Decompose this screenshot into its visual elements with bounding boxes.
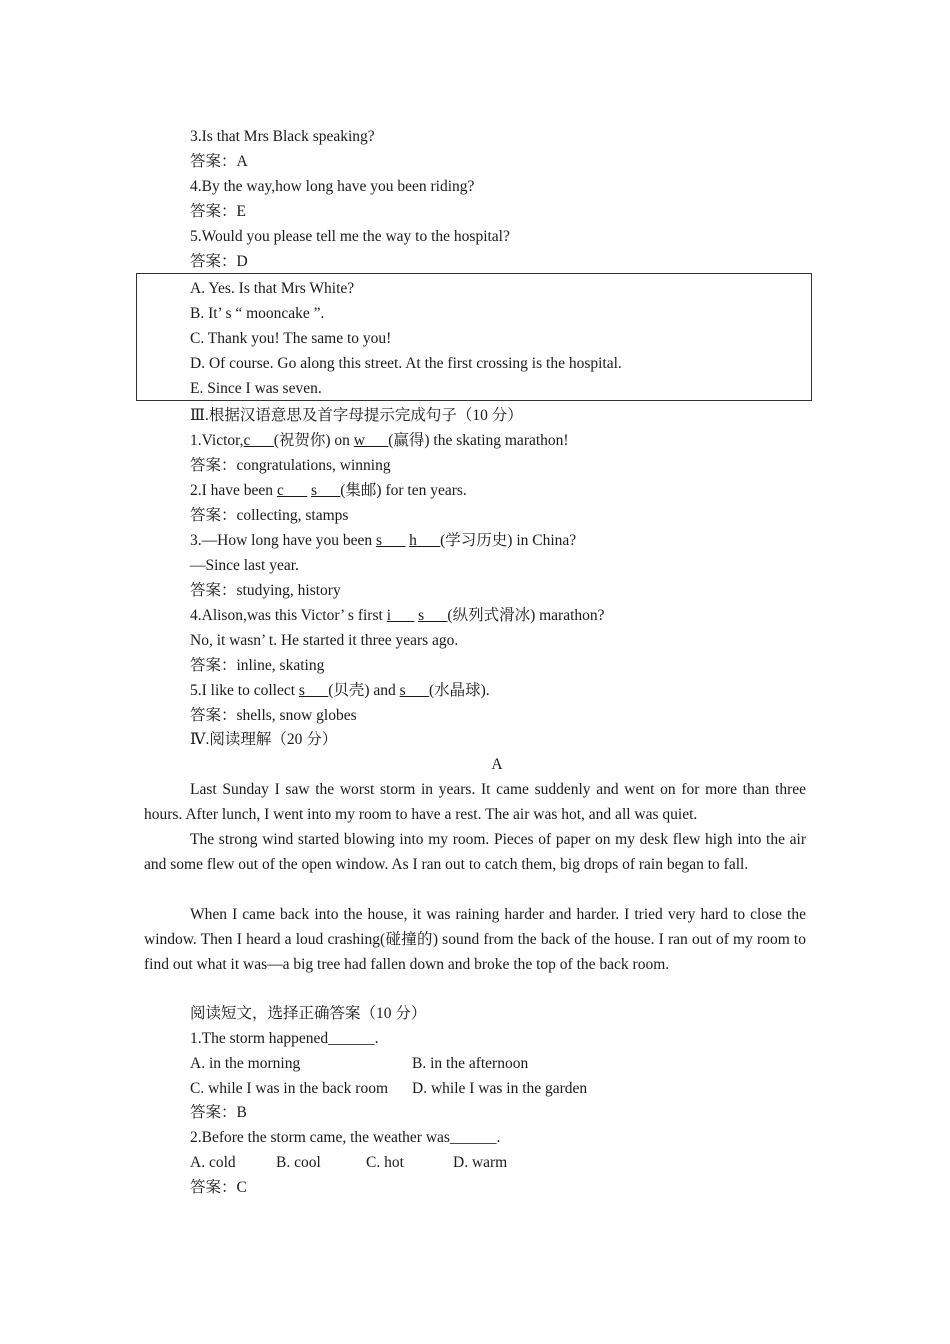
question-3-2: 2.I have been c___ s___(集邮) for ten years.: [190, 482, 467, 499]
answer-3-4: 答案：inline, skating: [190, 657, 325, 674]
answer-3-1: 答案：congratulations, winning: [190, 457, 391, 474]
question-3-5: 5.I like to collect s___(贝壳) and s___(水晶球).: [190, 682, 490, 699]
answer-2-5: 答案：D: [190, 253, 248, 270]
answer-3-2: 答案：collecting, stamps: [190, 507, 349, 524]
option-b: B. It’ s “ mooncake ”.: [190, 305, 325, 322]
question-4-2-option-d: D. warm: [453, 1154, 508, 1171]
answer-4-2: 答案：C: [190, 1179, 247, 1196]
options-box: [136, 273, 812, 401]
blank: s___: [310, 482, 341, 499]
question-4-1-option-d: D. while I was in the garden: [412, 1080, 588, 1097]
question-4-2: 2.Before the storm came, the weather was______.: [190, 1129, 501, 1146]
passage-paragraph-3: When I came back into the house, it was raining harder and harder. I tried very hard to close the window. Then I heard a loud crashing(碰撞的) sound from the back of the house. I ran out of my room to find out what it was—a big tree had fallen down and broke the top of the back room.: [144, 906, 806, 973]
question-3-3-reply: —Since last year.: [190, 557, 299, 574]
blank: c___: [243, 432, 274, 449]
blank: w___: [353, 432, 389, 449]
passage-paragraph-1: Last Sunday I saw the worst storm in years. It came suddenly and went on for more than three hours. After lunch, I went into my room to have a rest. The air was hot, and all was quiet.: [144, 781, 806, 823]
question-2-3: 3.Is that Mrs Black speaking?: [190, 128, 375, 145]
section-4-heading: Ⅳ.阅读理解（20 分）: [190, 731, 338, 748]
option-d: D. Of course. Go along this street. At the first crossing is the hospital.: [190, 355, 622, 372]
question-2-5: 5.Would you please tell me the way to the hospital?: [190, 228, 510, 245]
question-3-4-reply: No, it wasn’ t. He started it three years ago.: [190, 632, 459, 649]
option-c: C. Thank you! The same to you!: [190, 330, 392, 347]
blank: c___: [276, 482, 308, 499]
question-4-2-option-b: B. cool: [276, 1154, 321, 1171]
question-4-1-option-c: C. while I was in the back room: [190, 1080, 389, 1097]
answer-4-1: 答案：B: [190, 1104, 247, 1121]
blank: h___: [409, 532, 441, 549]
passage-paragraph-2: The strong wind started blowing into my room. Pieces of paper on my desk flew high into the air and some flew out of the open window. As I ran out to catch them, big drops of rain began to fall.: [144, 831, 806, 873]
question-3-1: 1.Victor,c___(祝贺你) on w___(赢得) the skating marathon!: [190, 432, 569, 449]
question-4-2-option-a: A. cold: [190, 1154, 236, 1171]
question-4-1: 1.The storm happened______.: [190, 1030, 379, 1047]
question-2-4: 4.By the way,how long have you been riding?: [190, 178, 475, 195]
answer-3-3: 答案：studying, history: [190, 582, 341, 599]
option-a: A. Yes. Is that Mrs White?: [190, 280, 355, 297]
blank: s___: [418, 607, 448, 624]
question-4-1-option-a: A. in the morning: [190, 1055, 301, 1072]
answer-2-3: 答案：A: [190, 153, 248, 170]
blank: s___: [399, 682, 429, 699]
blank: s___: [298, 682, 329, 699]
question-3-3: 3.—How long have you been s___ h___(学习历史) in China?: [190, 532, 577, 549]
answer-2-4: 答案：E: [190, 203, 246, 220]
question-3-4: 4.Alison,was this Victor’ s first i___ s___(纵列式滑冰) marathon?: [190, 607, 605, 624]
blank: s___: [375, 532, 406, 549]
passage-label: A: [491, 756, 503, 773]
section-3-heading: Ⅲ.根据汉语意思及首字母提示完成句子（10 分）: [190, 407, 523, 424]
question-4-1-option-b: B. in the afternoon: [412, 1055, 529, 1072]
question-4-2-option-c: C. hot: [366, 1154, 404, 1171]
answer-3-5: 答案：shells, snow globes: [190, 707, 357, 724]
blank: i___: [386, 607, 415, 624]
reading-instruction: 阅读短文，选择正确答案（10 分）: [190, 1005, 427, 1022]
option-e: E. Since I was seven.: [190, 380, 322, 397]
